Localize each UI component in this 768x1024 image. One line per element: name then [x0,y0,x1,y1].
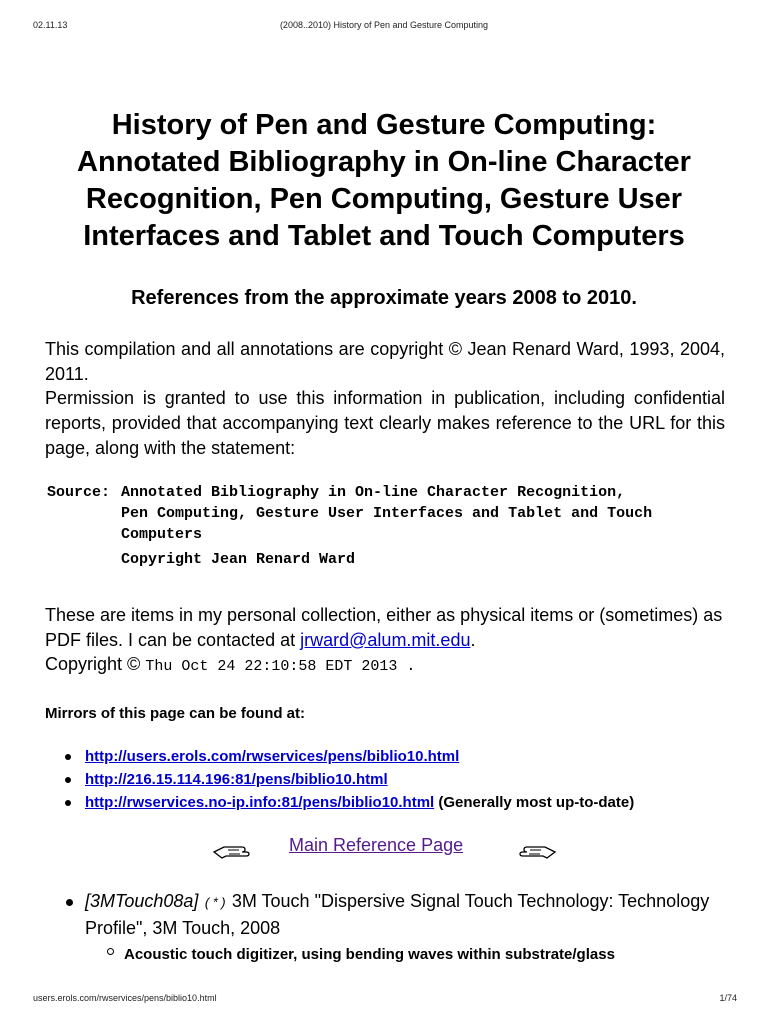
main-reference-page-link[interactable]: Main Reference Page [289,835,464,855]
source-line: Computers [121,526,203,543]
collection-paragraph [45,603,735,680]
list-item [45,791,634,814]
copyright-line: This compilation and all annotations are copyright © Jean Renard Ward, 1993, 2004, 2011. [45,339,725,384]
mirrors-heading: Mirrors of this page can be found at: [45,705,306,722]
mirror-list [45,745,634,814]
source-line: Copyright Jean Renard Ward [121,551,356,568]
entry-key: [3MTouch08a] [85,891,199,911]
print-footer-url: users.erols.com/rwservices/pens/biblio10.html [33,993,217,1003]
hand-pointing-right-icon[interactable] [517,844,557,860]
collection-period: . [470,629,476,650]
bibliography-entry [45,889,745,967]
page-title: History of Pen and Gesture Computing: Annotated Bibliography in On-line Character Recognition, Pen Computing, Gesture User Interfaces and Tablet and Touch Computers [77,109,691,252]
entry-citation [85,889,745,941]
mirror-link[interactable]: http://216.15.114.196:81/pens/biblio10.html [85,771,388,788]
print-header-title: (2008..2010) History of Pen and Gesture Computing [279,20,489,30]
contact-email-link[interactable]: jrward@alum.mit.edu [300,629,471,650]
collection-text: These are items in my personal collection, either as physical items or (sometimes) as PDF files. I can be contacted at [45,605,723,650]
list-item [45,768,634,791]
mirror-link[interactable]: http://rwservices.no-ip.info:81/pens/biblio10.html [85,794,435,811]
bullet [66,899,73,906]
hand-pointing-left-icon[interactable] [212,844,252,860]
reference-navigation [0,834,768,864]
source-line: Annotated Bibliography in On-line Character Recognition, [121,484,626,501]
source-label: Source: [47,484,111,501]
timestamp-suffix: . [397,658,416,676]
print-footer-page-number: 1/74 [719,993,737,1003]
page-subtitle: References from the approximate years 2008 to 2010. [131,287,637,309]
last-updated-timestamp: Thu Oct 24 22:10:58 EDT 2013 [145,658,398,676]
entry-annotation: Acoustic touch digitizer, using bending waves within substrate/glass [124,942,745,967]
list-item [45,745,634,768]
copyright-prefix: Copyright © [45,654,146,675]
mirror-note: (Generally most up-to-date) [434,794,635,811]
permission-line: Permission is granted to use this information in publication, including confidential reports, provided that accompanying text clearly makes reference to the URL for this page, along with the statement: [45,388,725,458]
entry-mark: (*) [203,896,227,911]
source-line: Pen Computing, Gesture User Interfaces and Tablet and Touch [121,505,653,522]
mirror-link[interactable]: http://users.erols.com/rwservices/pens/biblio10.html [85,748,460,765]
entry-citation-text: 3M Touch "Dispersive Signal Touch Technology: Technology Profile", 3M Touch, 2008 [85,891,710,938]
print-header-date: 02.11.13 [33,20,68,30]
copyright-notice [45,337,725,461]
